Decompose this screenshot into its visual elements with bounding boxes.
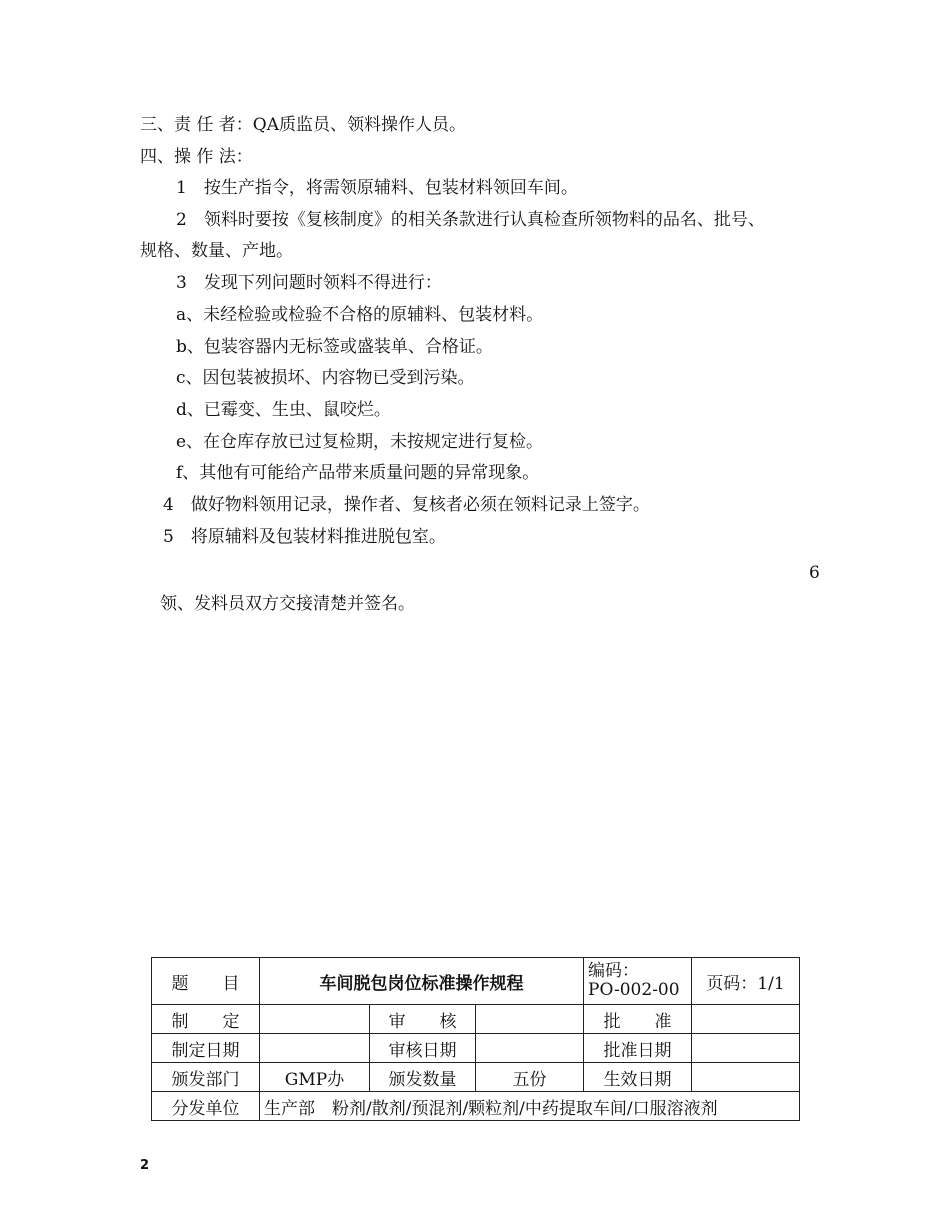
condition-b: b、包装容器内无标签或盛装单、合格证。: [176, 337, 493, 357]
approve-value: [692, 1005, 800, 1034]
table-row: [152, 1005, 800, 1034]
step-2-continued: 规格、数量、产地。: [140, 241, 293, 261]
review-label: 审 核: [370, 1005, 476, 1034]
condition-f: f、其他有可能给产品带来质量问题的异常现象。: [176, 463, 540, 483]
effective-date-value: [692, 1063, 800, 1092]
document-title: 车间脱包岗位标准操作规程: [260, 958, 584, 1005]
page-info: 页码：1/1: [692, 958, 800, 1005]
document-info-table: [151, 957, 800, 1121]
made-label: 制 定: [152, 1005, 260, 1034]
distribution-value: 生产部 粉剂/散剂/预混剂/颗粒剂/中药提取车间/口服溶液剂: [260, 1092, 800, 1121]
code-label: 编码：: [588, 961, 639, 981]
issue-count-value: 五份: [476, 1063, 584, 1092]
title-label: 题 目: [152, 958, 260, 1005]
condition-d: d、已霉变、生虫、鼠咬烂。: [176, 400, 391, 420]
code-value: PO-002-00: [588, 980, 680, 1000]
issue-dept-label: 颁发部门: [152, 1063, 260, 1092]
distribution-label: 分发单位: [152, 1092, 260, 1121]
review-date-value: [476, 1034, 584, 1063]
made-date-label: 制定日期: [152, 1034, 260, 1063]
page-number: 2: [140, 1158, 150, 1173]
operation-heading: 四、操 作 法：: [140, 147, 253, 167]
approve-date-value: [692, 1034, 800, 1063]
table-row: [152, 1063, 800, 1092]
table-row: [152, 1092, 800, 1121]
made-date-value: [260, 1034, 370, 1063]
made-value: [260, 1005, 370, 1034]
step-1: 1 按生产指令，将需领原辅料、包装材料领回车间。: [176, 178, 578, 198]
step-3: 3 发现下列问题时领料不得进行：: [176, 273, 442, 293]
issue-count-label: 颁发数量: [370, 1063, 476, 1092]
step-4: 4 做好物料领用记录，操作者、复核者必须在领料记录上签字。: [163, 495, 650, 515]
issue-dept-value: GMP办: [260, 1063, 370, 1092]
approve-label: 批 准: [584, 1005, 692, 1034]
step-2: 2 领料时要按《复核制度》的相关条款进行认真检查所领物料的品名、批号、: [176, 210, 765, 230]
review-value: [476, 1005, 584, 1034]
step-6-text: 领、发料员双方交接清楚并签名。: [160, 594, 415, 614]
code-cell: [584, 958, 692, 1005]
condition-c: c、因包装被损坏、内容物已受到污染。: [176, 368, 475, 388]
condition-a: a、未经检验或检验不合格的原辅料、包装材料。: [176, 305, 544, 325]
step-5: 5 将原辅料及包装材料推进脱包室。: [163, 527, 446, 547]
condition-e: e、在仓库存放已过复检期，未按规定进行复检。: [176, 432, 544, 452]
step-6-number: 6: [809, 563, 820, 583]
approve-date-label: 批准日期: [584, 1034, 692, 1063]
table-row: [152, 958, 800, 1005]
responsible-line: 三、责 任 者：QA质监员、领料操作人员。: [140, 115, 467, 135]
review-date-label: 审核日期: [370, 1034, 476, 1063]
effective-date-label: 生效日期: [584, 1063, 692, 1092]
table-row: [152, 1034, 800, 1063]
